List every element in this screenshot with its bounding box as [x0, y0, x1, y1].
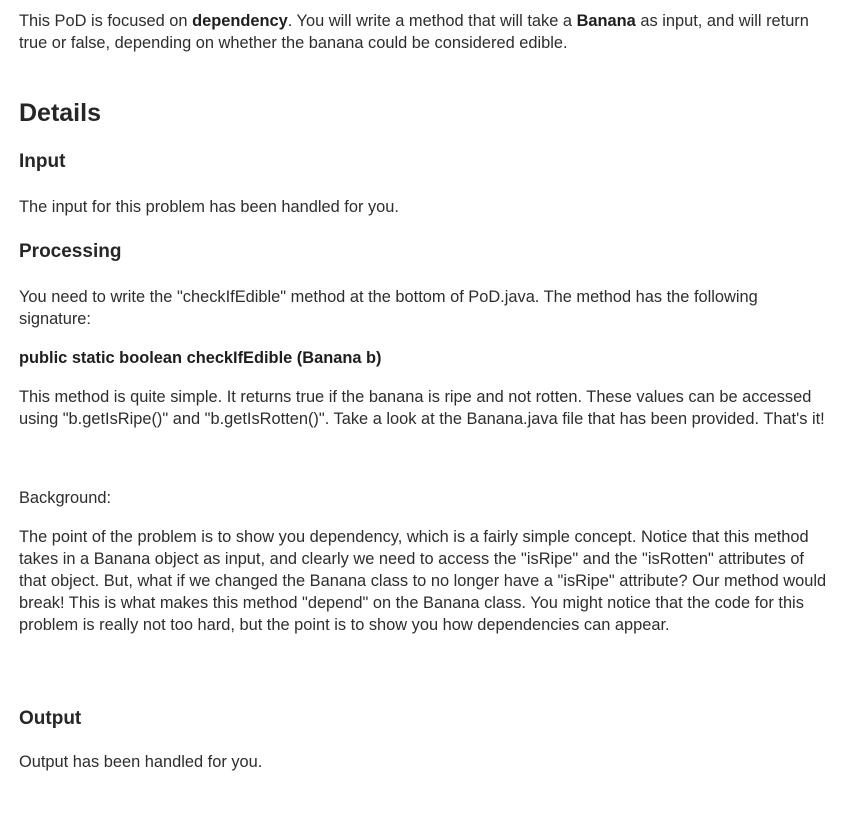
intro-keyword-banana: Banana	[576, 12, 636, 30]
intro-keyword-dependency: dependency	[192, 12, 288, 30]
intro-paragraph	[19, 10, 834, 54]
method-description: This method is quite simple. It returns true if the banana is ripe and not rotten. These values can be accessed using "b.getIsRipe()" and "b.getIsRotten()". Take a look at the Banana.java file that has been provided. That's it!	[19, 388, 825, 428]
background-label: Background:	[19, 489, 112, 507]
intro-middle: . You will write a method that will take a	[287, 12, 577, 30]
processing-heading: Processing	[19, 241, 122, 262]
input-heading: Input	[19, 151, 66, 172]
output-heading: Output	[19, 708, 82, 729]
intro-prefix: This PoD is focused on	[19, 12, 193, 30]
method-signature: public static boolean checkIfEdible (Banana b)	[19, 349, 382, 367]
background-text: The point of the problem is to show you dependency, which is a fairly simple concept. Notice that this method takes in a Banana object as input, and clearly we need to access the "isRipe" and the "isRotten" attributes of that object. But, what if we changed the Banana class to no longer have a "isRipe" attribute? Our method would break! This is what makes this method "depend" on the Banana class. You might notice that the code for this problem is really not too hard, but the point is to show you how dependencies can appear.	[19, 528, 827, 634]
processing-text: You need to write the "checkIfEdible" method at the bottom of PoD.java. The method has the following signature:	[19, 288, 758, 328]
output-text: Output has been handled for you.	[19, 753, 263, 771]
details-heading: Details	[19, 99, 101, 127]
intro-suffix: as input, and will return true or false, depending on whether the banana could be considered edible.	[19, 12, 809, 52]
problem-description	[19, 10, 834, 773]
input-text: The input for this problem has been handled for you.	[19, 198, 399, 216]
